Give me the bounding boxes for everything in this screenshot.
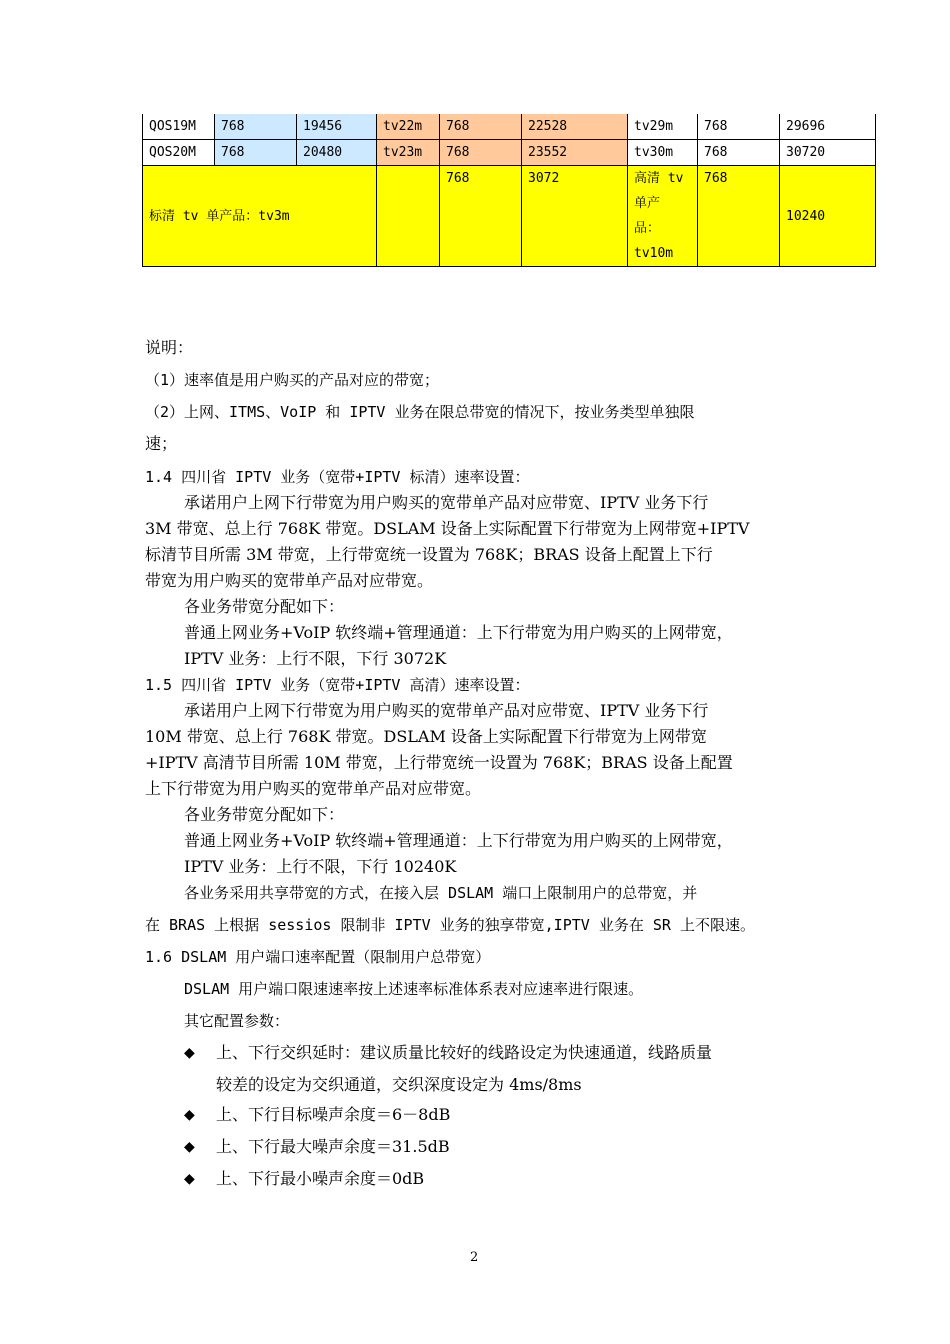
- hd-label-line: 品：: [634, 221, 661, 236]
- list-item-cont: 较差的设定为交织通道，交织深度设定为 4ms/8ms: [216, 1075, 582, 1094]
- paragraph-line: 各业务带宽分配如下：: [184, 805, 345, 824]
- diamond-bullet-icon: ◆: [184, 1139, 195, 1155]
- notes-title: 说明：: [145, 338, 194, 357]
- paragraph-line: 在 BRAS 上根据 sessios 限制非 IPTV 业务的独享带宽,IPTV 业务在 SR 上不限速。: [145, 916, 755, 934]
- table-row-summary: [143, 166, 876, 267]
- paragraph-line: +IPTV 高清节目所需 10M 带宽，上行带宽统一设置为 768K；BRAS 设备上配置: [145, 753, 733, 772]
- note-1: （1）速率值是用户购买的产品对应的带宽；: [145, 371, 440, 389]
- list-item: 上、下行最小噪声余度＝0dB: [216, 1169, 425, 1188]
- table-cell: 29696: [780, 114, 876, 140]
- table-cell: 19456: [297, 114, 377, 140]
- paragraph-line: DSLAM 用户端口限速速率按上述速率标准体系表对应速率进行限速。: [184, 980, 644, 998]
- hd-label-line: tv10m: [634, 246, 674, 261]
- table-cell: 768: [698, 166, 780, 267]
- paragraph-line: 带宽为用户购买的宽带单产品对应带宽。: [145, 571, 434, 590]
- paragraph-line: 上下行带宽为用户购买的宽带单产品对应带宽。: [145, 779, 482, 798]
- diamond-bullet-icon: ◆: [184, 1171, 195, 1187]
- table-cell: 768: [215, 114, 297, 140]
- hd-label-line: 单产: [634, 196, 661, 211]
- table-row: [143, 140, 876, 166]
- table-cell: 22528: [522, 114, 628, 140]
- table-cell: 768: [698, 114, 780, 140]
- table-cell: 768: [440, 140, 522, 166]
- table-cell: [377, 166, 440, 267]
- section-heading: 1.6 DSLAM 用户端口速率配置（限制用户总带宽）: [145, 948, 491, 966]
- paragraph-line: 10M 带宽、总上行 768K 带宽。DSLAM 设备上实际配置下行带宽为上网带宽: [145, 727, 707, 746]
- paragraph-line: 承诺用户上网下行带宽为用户购买的宽带单产品对应带宽、IPTV 业务下行: [184, 701, 709, 720]
- paragraph-line: IPTV 业务：上行不限，下行 3072K: [184, 649, 447, 668]
- list-item: 上、下行目标噪声余度＝6－8dB: [216, 1105, 451, 1124]
- note-2-cont: 速；: [145, 434, 178, 453]
- note-2: （2）上网、ITMS、VoIP 和 IPTV 业务在限总带宽的情况下，按业务类型单独限: [145, 403, 695, 421]
- table-cell: 3072: [522, 166, 628, 267]
- list-item: 上、下行交织延时：建议质量比较好的线路设定为快速通道，线路质量: [216, 1043, 713, 1062]
- paragraph-line: 各业务带宽分配如下：: [184, 597, 345, 616]
- section-heading: 1.5 四川省 IPTV 业务（宽带+IPTV 高清）速率设置：: [145, 676, 530, 694]
- table-cell: tv22m: [377, 114, 440, 140]
- list-item: 上、下行最大噪声余度＝31.5dB: [216, 1137, 450, 1156]
- table-cell: tv23m: [377, 140, 440, 166]
- table-cell: tv29m: [628, 114, 698, 140]
- paragraph-line: 各业务采用共享带宽的方式，在接入层 DSLAM 端口上限制用户的总带宽，并: [184, 884, 698, 902]
- paragraph-line: 普通上网业务+VoIP 软终端+管理通道：上下行带宽为用户购买的上网带宽，: [184, 831, 733, 850]
- hd-label-line: 高清 tv: [634, 171, 684, 186]
- table-cell: tv30m: [628, 140, 698, 166]
- table-cell: 768: [215, 140, 297, 166]
- paragraph-line: 其它配置参数：: [184, 1012, 290, 1030]
- table-cell: 30720: [780, 140, 876, 166]
- hd-product-cell: [628, 166, 698, 267]
- paragraph-line: 普通上网业务+VoIP 软终端+管理通道：上下行带宽为用户购买的上网带宽，: [184, 623, 733, 642]
- diamond-bullet-icon: ◆: [184, 1045, 195, 1061]
- table-row: [143, 114, 876, 140]
- table-cell: QOS20M: [143, 140, 215, 166]
- table-cell: 23552: [522, 140, 628, 166]
- table-cell: 20480: [297, 140, 377, 166]
- paragraph-line: 承诺用户上网下行带宽为用户购买的宽带单产品对应带宽、IPTV 业务下行: [184, 493, 709, 512]
- page-number: 2: [470, 1250, 479, 1265]
- sd-product-cell: 标清 tv 单产品：tv3m: [143, 166, 377, 267]
- diamond-bullet-icon: ◆: [184, 1107, 195, 1123]
- table-cell: QOS19M: [143, 114, 215, 140]
- section-heading: 1.4 四川省 IPTV 业务（宽带+IPTV 标清）速率设置：: [145, 468, 530, 486]
- table-cell: 768: [698, 140, 780, 166]
- table-cell: 768: [440, 166, 522, 267]
- table-cell: 10240: [780, 166, 876, 267]
- table-cell: 768: [440, 114, 522, 140]
- paragraph-line: 3M 带宽、总上行 768K 带宽。DSLAM 设备上实际配置下行带宽为上网带宽+IPTV: [145, 519, 750, 538]
- paragraph-line: IPTV 业务：上行不限，下行 10240K: [184, 857, 457, 876]
- paragraph-line: 标清节目所需 3M 带宽，上行带宽统一设置为 768K；BRAS 设备上配置上下行: [145, 545, 713, 564]
- rate-table: [142, 114, 876, 267]
